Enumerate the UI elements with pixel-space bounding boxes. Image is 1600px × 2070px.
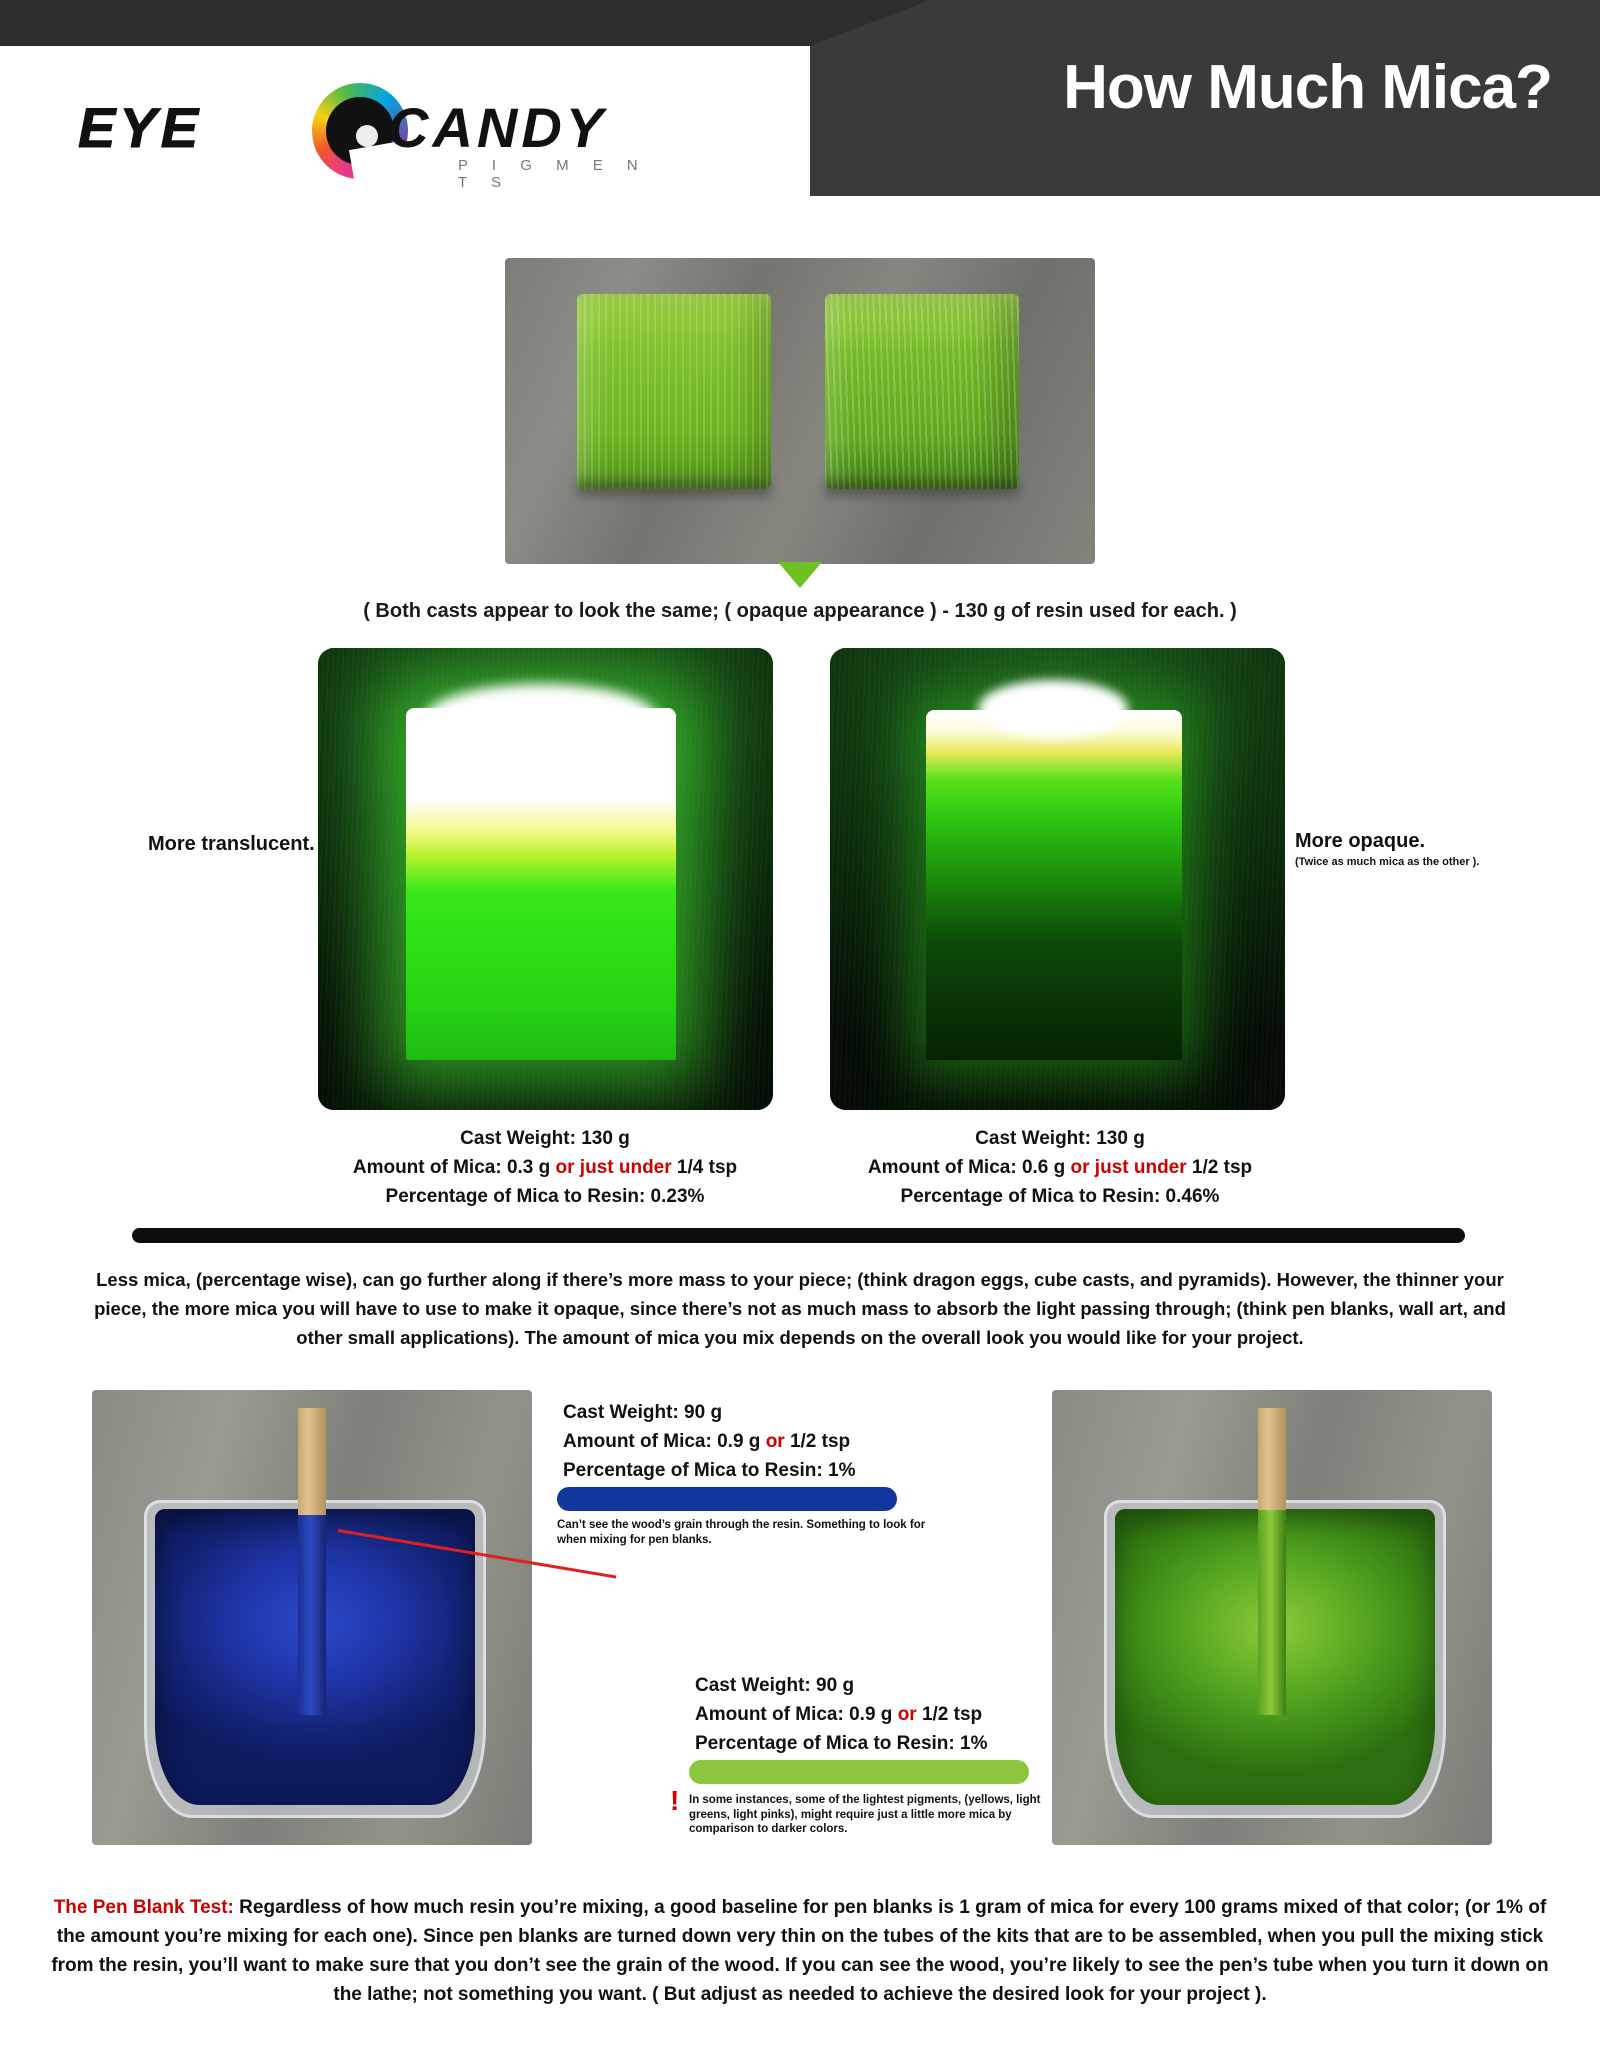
specs-mica-amount — [695, 1700, 987, 1729]
note-light-pigments: In some instances, some of the lightest pigments, (yellows, light greens, light pinks), might require just a little more mica by comparison to darker colors. — [689, 1794, 1041, 1835]
specs-mica-amount — [800, 1153, 1320, 1182]
mixing-stick-green-coated — [1258, 1510, 1286, 1715]
label-more-opaque: More opaque. — [1295, 830, 1426, 852]
paragraph-mica-mass: Less mica, (percentage wise), can go further along if there’s more mass to your piece; (think dragon eggs, cube casts, and pyramids). However, the thinner your piece, the more mica you will have to use to make it opaque, since there’s not as much mass to absorb the light passing through; (think pen blanks, wall art, and other small applications). The amount of mica you mix depends on the overall look you would like for your project. — [94, 1269, 1506, 1348]
specs-cast-weight: Cast Weight: 90 g — [563, 1402, 723, 1423]
photo-backlit-cast-opaque — [830, 648, 1285, 1110]
note-blue-grain: Can’t see the wood’s grain through the resin. Something to look for when mixing for pen blanks. — [557, 1519, 926, 1546]
top-photo-caption: ( Both casts appear to look the same; ( opaque appearance ) - 130 g of resin used for each. ) — [363, 600, 1237, 622]
specs-mica-prefix: Amount of Mica: 0.3 g — [352, 1157, 556, 1178]
specs-cast-weight: Cast Weight: 90 g — [695, 1675, 855, 1696]
specs-percentage: Percentage of Mica to Resin: 0.23% — [385, 1186, 705, 1207]
specs-green-cup — [695, 1671, 987, 1758]
specs-percentage: Percentage of Mica to Resin: 1% — [695, 1733, 988, 1754]
specs-mica-prefix: Amount of Mica: 0.9 g — [563, 1431, 766, 1452]
specs-mica-or: or — [897, 1704, 917, 1725]
backlit-block-translucent — [406, 708, 676, 1060]
specs-mica-or: or just under — [1070, 1157, 1187, 1178]
photo-two-green-cubes — [505, 258, 1095, 564]
photo-blue-resin-cup — [92, 1390, 532, 1845]
logo-word-candy: CANDY — [388, 96, 608, 159]
specs-blue-cup — [563, 1398, 855, 1485]
specs-cast-weight: Cast Weight: 130 g — [975, 1128, 1145, 1149]
specs-mica-or: or just under — [555, 1157, 672, 1178]
warning-exclamation-icon: ! — [670, 1785, 680, 1816]
footer-body: Regardless of how much resin you’re mixing, a good baseline for pen blanks is 1 gram of mica for every 100 grams mixed of that color; (or 1% of the amount you’re mixing for each one). Since pen blanks are turned down very thin on the tubes of the kits that are to be assembled, when you pull the mixing stick from the resin, you’ll want to make sure that you don’t see the grain of the wood. If you can see the wood, you’re likely to see the pen’s tube when you turn it down on the lathe; not something you want. ( But adjust as needed to achieve the desired look for your project ). — [51, 1897, 1549, 2005]
page-header — [0, 0, 1600, 210]
specs-mica-suffix: 1/2 tsp — [916, 1704, 983, 1725]
eye-candy-pigments-logo — [78, 85, 678, 195]
logo-eye-highlight-icon — [356, 125, 378, 147]
mixing-stick-blue-coated — [298, 1515, 326, 1715]
photo-green-resin-cup — [1052, 1390, 1492, 1845]
footer-title: The Pen Blank Test: — [53, 1897, 234, 1918]
label-more-opaque-sub: (Twice as much mica as the other ). — [1295, 856, 1480, 868]
photo-backlit-cast-translucent — [318, 648, 773, 1110]
specs-mica-suffix: 1/2 tsp — [1186, 1157, 1253, 1178]
specs-mica-suffix: 1/4 tsp — [671, 1157, 738, 1178]
specs-translucent — [285, 1124, 805, 1211]
footer-pen-blank-test — [48, 1893, 1552, 2009]
section-divider — [132, 1228, 1465, 1243]
page-title: How Much Mica? — [1063, 53, 1552, 122]
specs-mica-prefix: Amount of Mica: 0.6 g — [867, 1157, 1071, 1178]
specs-mica-prefix: Amount of Mica: 0.9 g — [695, 1704, 898, 1725]
cube-left-shadow — [577, 480, 771, 496]
specs-opaque — [800, 1124, 1320, 1211]
cube-cast-right — [825, 294, 1019, 489]
label-more-translucent: More translucent. — [148, 833, 315, 855]
specs-percentage: Percentage of Mica to Resin: 1% — [563, 1460, 856, 1481]
specs-mica-suffix: 1/2 tsp — [784, 1431, 851, 1452]
specs-mica-amount — [563, 1427, 855, 1456]
specs-percentage: Percentage of Mica to Resin: 0.46% — [900, 1186, 1220, 1207]
specs-cast-weight: Cast Weight: 130 g — [460, 1128, 630, 1149]
backlit-block-opaque — [926, 710, 1182, 1060]
cube-cast-left — [577, 294, 771, 489]
specs-mica-or: or — [765, 1431, 785, 1452]
specs-mica-amount — [285, 1153, 805, 1182]
cube-right-shadow — [825, 480, 1019, 496]
color-swatch-blue — [557, 1487, 897, 1511]
logo-word-eye: EYE — [78, 96, 203, 159]
logo-subtitle: P I G M E N T S — [458, 157, 648, 191]
green-pointer-arrow-icon — [778, 562, 822, 588]
color-swatch-green — [689, 1760, 1029, 1784]
